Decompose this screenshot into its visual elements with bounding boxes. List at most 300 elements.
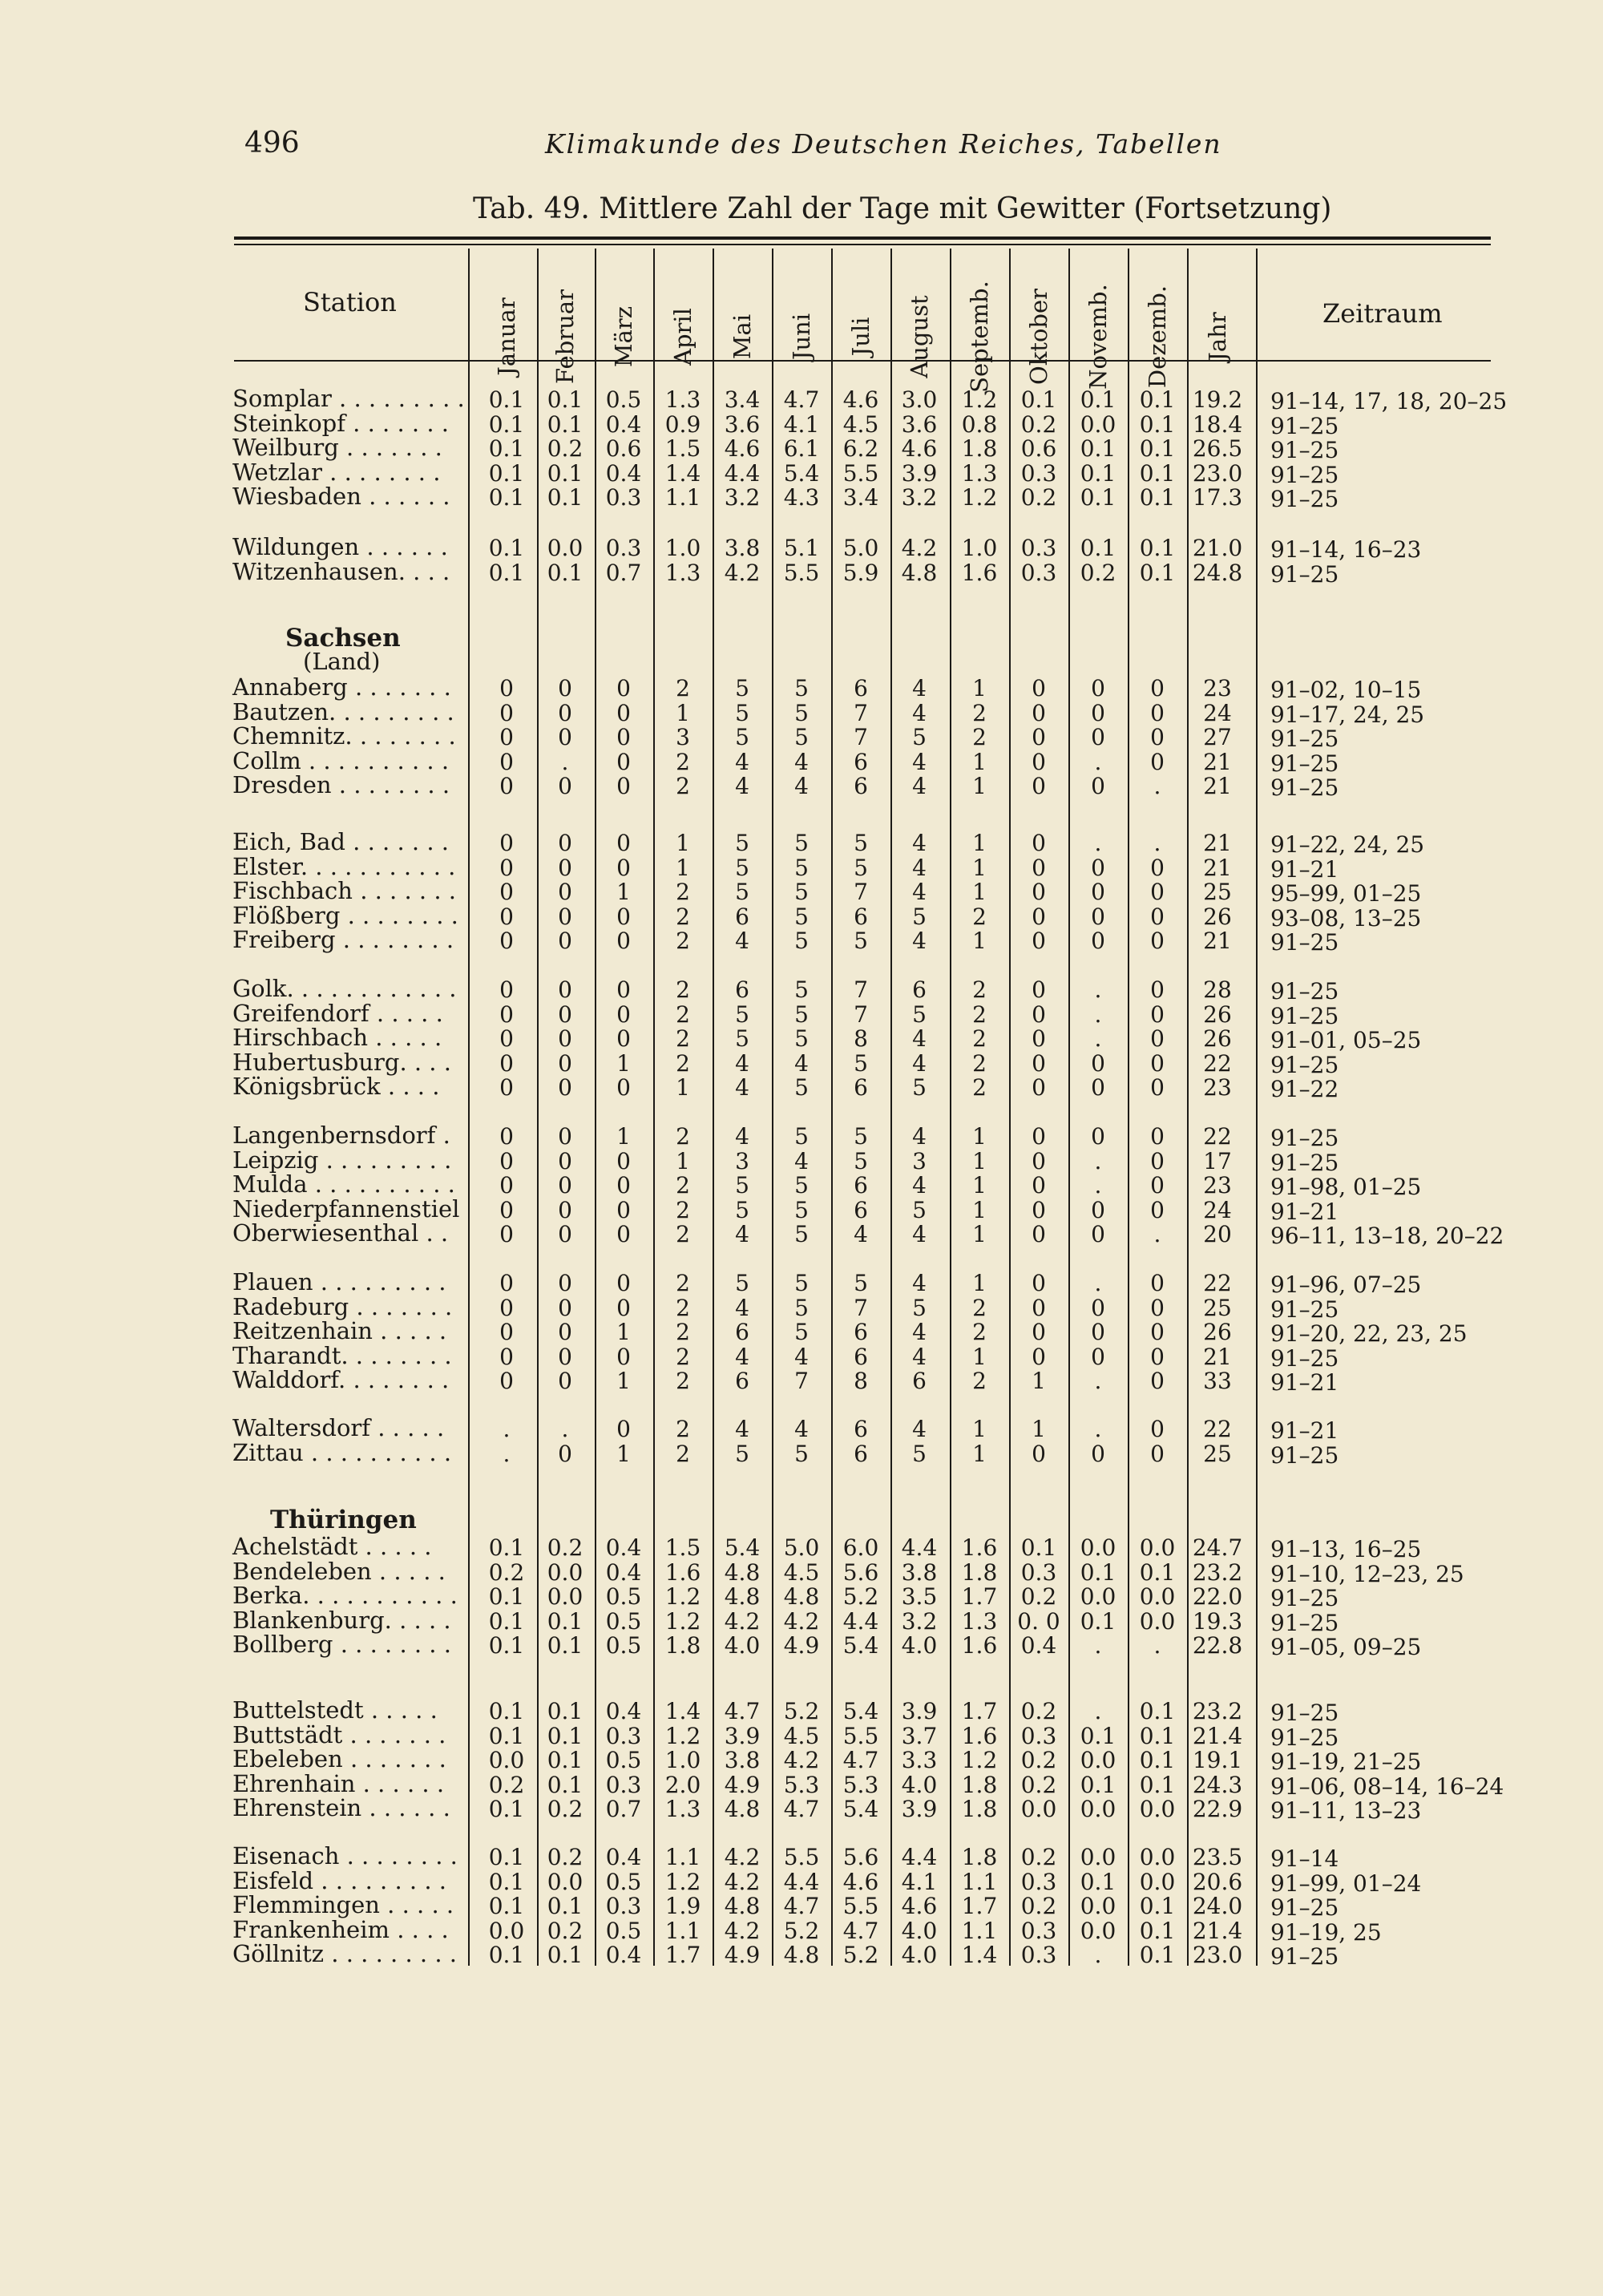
station-name: Radeburg . . . . . . .	[232, 1292, 453, 1320]
period-cell: 91–25	[1270, 1441, 1339, 1469]
month-value-cell: 3.9	[901, 459, 938, 487]
month-value-cell: 0	[616, 830, 631, 856]
month-value-cell: 0	[1150, 1270, 1165, 1296]
month-header: Septemb.	[966, 281, 993, 393]
year-total-cell: 22	[1203, 1123, 1232, 1150]
month-value-cell: 0.2	[547, 1534, 583, 1561]
month-value-cell: 5	[854, 830, 868, 856]
month-value-cell: 0	[1150, 748, 1165, 775]
period-cell: 91–22, 24, 25	[1270, 831, 1425, 858]
month-header: Januar	[493, 297, 520, 376]
month-value-cell: 6	[854, 1343, 868, 1370]
year-total-cell: 23.5	[1192, 1844, 1243, 1870]
month-value-cell: 0	[616, 1416, 631, 1442]
station-name: Achelstädt . . . . .	[232, 1533, 432, 1560]
month-value-cell: 2	[676, 1123, 690, 1150]
month-value-cell: 2	[676, 1221, 690, 1247]
year-total-cell: 23	[1203, 675, 1232, 701]
month-header: Novemb.	[1084, 284, 1112, 390]
month-value-cell: 0	[1091, 879, 1105, 905]
period-cell: 91–98, 01–25	[1270, 1174, 1422, 1200]
year-total-cell: 19.3	[1192, 1607, 1243, 1635]
station-name: Ehrenhain . . . . . .	[232, 1769, 445, 1797]
month-value-cell: 5	[912, 1074, 927, 1101]
station-name: Hubertusburg. . . .	[232, 1048, 451, 1076]
month-value-cell: 4.7	[783, 386, 820, 413]
period-cell: 91–25	[1270, 726, 1339, 752]
month-value-cell: .	[1094, 1025, 1102, 1052]
month-value-cell: 0.0	[1080, 1893, 1116, 1919]
month-value-cell: 0.1	[547, 410, 583, 438]
month-value-cell: 4.0	[901, 1771, 938, 1798]
month-value-cell: 1.0	[961, 535, 998, 561]
month-value-cell: 4	[912, 699, 927, 726]
month-value-cell: 5.6	[842, 1558, 879, 1586]
month-value-cell: 0	[1150, 1000, 1165, 1028]
month-value-cell: 4.4	[783, 1868, 820, 1895]
month-value-cell: 0	[499, 1123, 514, 1150]
month-value-cell: 0.1	[1080, 386, 1116, 413]
month-value-cell: 1.4	[961, 1942, 998, 1968]
period-cell: 91–25	[1270, 1125, 1339, 1151]
month-value-cell: 0	[499, 773, 514, 799]
month-value-cell: 0	[558, 1294, 572, 1321]
year-total-cell: 24.8	[1192, 559, 1243, 586]
month-value-cell: 0	[558, 1440, 572, 1467]
month-value-cell: 4.2	[901, 535, 938, 561]
month-value-cell: 0	[558, 773, 572, 799]
month-value-cell: 4	[854, 1221, 868, 1247]
month-value-cell: 0	[616, 1221, 631, 1247]
station-name: Wetzlar . . . . . . . .	[232, 458, 441, 486]
month-value-cell: 7	[854, 1294, 868, 1321]
year-total-cell: 21	[1203, 1343, 1232, 1370]
month-value-cell: 1.8	[961, 1558, 998, 1586]
month-value-cell: 1.6	[961, 559, 998, 586]
month-value-cell: 0	[1091, 1074, 1105, 1101]
month-value-cell: 0	[1150, 724, 1165, 750]
station-name: Wildungen . . . . . .	[232, 533, 448, 560]
month-value-cell: 1	[972, 928, 987, 954]
period-cell: 91–25	[1270, 1724, 1339, 1751]
month-value-cell: 4.9	[724, 1942, 761, 1968]
period-cell: 91–10, 12–23, 25	[1270, 1560, 1464, 1587]
month-value-cell: 5	[794, 1196, 809, 1223]
month-value-cell: 4.4	[724, 459, 761, 487]
month-value-cell: 0	[1091, 928, 1105, 954]
month-value-cell: 0.1	[1080, 1607, 1116, 1635]
station-name: Fischbach . . . . . . .	[232, 877, 457, 904]
month-value-cell: 0	[1150, 699, 1165, 726]
month-value-cell: 0.0	[547, 1868, 583, 1895]
month-value-cell: 0	[499, 699, 514, 726]
month-value-cell: 0.2	[1020, 410, 1057, 438]
month-value-cell: 0.1	[1080, 484, 1116, 511]
month-value-cell: 1.3	[961, 1607, 998, 1635]
month-value-cell: 0.2	[547, 435, 583, 462]
month-value-cell: 0.2	[547, 1844, 583, 1870]
month-value-cell: 4.3	[783, 484, 820, 511]
period-cell: 91–25	[1270, 1943, 1339, 1970]
month-value-cell: 4.5	[783, 1558, 820, 1586]
year-total-cell: 25	[1203, 1294, 1232, 1321]
month-value-cell: 0	[616, 928, 631, 954]
month-value-cell: 0.1	[488, 1942, 525, 1968]
group-heading: Sachsen	[285, 624, 401, 653]
month-value-cell: 6	[735, 903, 749, 930]
month-value-cell: 5.0	[842, 535, 879, 561]
month-value-cell: 0.3	[605, 1893, 642, 1919]
month-value-cell: 2	[676, 1270, 690, 1296]
month-value-cell: 5	[854, 1147, 868, 1174]
station-name: Freiberg . . . . . . . .	[232, 926, 454, 953]
month-value-cell: 0	[1150, 903, 1165, 930]
month-value-cell: 5.5	[842, 459, 879, 487]
month-value-cell: .	[1153, 1632, 1161, 1659]
station-name: Greifendorf . . . . .	[232, 999, 443, 1027]
month-value-cell: 0	[558, 1319, 572, 1345]
month-value-cell: 0	[1032, 1147, 1046, 1174]
period-cell: 91–25	[1270, 1609, 1339, 1636]
month-value-cell: .	[1094, 830, 1102, 856]
month-value-cell: 4.0	[901, 1942, 938, 1968]
month-value-cell: 0	[616, 976, 631, 1003]
month-value-cell: 4.2	[783, 1747, 820, 1773]
station-name: Waltersdorf . . . . .	[232, 1414, 445, 1441]
year-total-cell: 26	[1203, 1319, 1232, 1345]
month-value-cell: 0. 0	[1017, 1607, 1060, 1635]
year-total-cell: 27	[1203, 724, 1232, 750]
month-value-cell: 0	[616, 1000, 631, 1028]
month-value-cell: 0.1	[547, 386, 583, 413]
month-value-cell: 5	[735, 1025, 749, 1052]
month-value-cell: 0	[1032, 1270, 1046, 1296]
month-value-cell: 0.1	[488, 1607, 525, 1635]
month-value-cell: 4	[735, 1294, 749, 1321]
month-value-cell: 1.3	[664, 1796, 701, 1822]
month-value-cell: 0	[558, 1123, 572, 1150]
month-header: Mai	[729, 313, 756, 360]
month-value-cell: 0.1	[1139, 1893, 1176, 1919]
month-value-cell: 0.0	[1139, 1796, 1176, 1822]
month-value-cell: 1	[616, 879, 631, 905]
month-value-cell: 5	[794, 699, 809, 726]
month-header: Dezemb.	[1144, 285, 1171, 389]
month-value-cell: 5	[794, 928, 809, 954]
month-value-cell: 0.1	[1139, 1722, 1176, 1749]
month-value-cell: 0.1	[547, 1607, 583, 1635]
month-value-cell: 5.4	[783, 459, 820, 487]
month-value-cell: 4.5	[842, 410, 879, 438]
month-value-cell: 0.1	[547, 1942, 583, 1968]
month-value-cell: 3.5	[901, 1583, 938, 1610]
period-cell: 91–25	[1270, 1344, 1339, 1372]
year-total-cell: 20.6	[1192, 1868, 1243, 1895]
year-total-cell: 21.4	[1192, 1917, 1243, 1944]
year-total-cell: 22	[1203, 1049, 1232, 1077]
year-total-cell: 21	[1203, 773, 1232, 799]
month-value-cell: 0	[1091, 1196, 1105, 1223]
month-value-cell: 5.2	[783, 1917, 820, 1944]
month-value-cell: 1.0	[664, 535, 701, 561]
month-value-cell: 2	[676, 976, 690, 1003]
month-value-cell: 0.3	[1020, 1722, 1057, 1749]
month-value-cell: 5.5	[783, 1844, 820, 1870]
month-value-cell: 0.1	[488, 1698, 525, 1724]
month-value-cell: 0.1	[488, 1722, 525, 1749]
month-value-cell: 0.0	[1139, 1844, 1176, 1870]
month-value-cell: 5	[794, 1294, 809, 1321]
month-value-cell: 7	[854, 976, 868, 1003]
month-value-cell: 6	[854, 675, 868, 701]
month-value-cell: 5.6	[842, 1844, 879, 1870]
month-value-cell: 0	[499, 1343, 514, 1370]
month-value-cell: 2	[676, 1294, 690, 1321]
month-value-cell: 3.2	[724, 484, 761, 511]
station-name: Reitzenhain . . . . .	[232, 1317, 447, 1344]
month-value-cell: 0.3	[605, 1722, 642, 1749]
month-value-cell: 2	[676, 1343, 690, 1370]
month-value-cell: 0	[558, 1147, 572, 1174]
month-value-cell: 0	[1032, 1294, 1046, 1321]
month-value-cell: 3.9	[901, 1796, 938, 1822]
period-cell: 91–14	[1270, 1845, 1339, 1872]
month-value-cell: 0.1	[547, 1722, 583, 1749]
period-cell: 91–21	[1270, 1417, 1339, 1444]
month-value-cell: 1.7	[961, 1698, 998, 1724]
month-value-cell: 4	[794, 1343, 809, 1370]
month-value-cell: 4.1	[901, 1868, 938, 1895]
month-value-cell: 1.2	[961, 386, 998, 413]
month-value-cell: 4.4	[901, 1844, 938, 1870]
month-value-cell: 0.4	[1020, 1632, 1057, 1659]
month-value-cell: 5	[794, 1123, 809, 1150]
month-value-cell: 0.1	[488, 1893, 525, 1919]
month-value-cell: 0	[1032, 1440, 1046, 1467]
period-cell: 91–14, 16–23	[1270, 536, 1422, 563]
month-value-cell: 1	[676, 830, 690, 856]
period-cell: 91–25	[1270, 461, 1339, 488]
month-value-cell: 0.1	[488, 1796, 525, 1822]
month-value-cell: 4.0	[901, 1917, 938, 1944]
month-value-cell: 0	[1032, 854, 1046, 881]
month-value-cell: 2	[972, 1074, 987, 1101]
month-value-cell: 3.7	[901, 1722, 938, 1749]
month-value-cell: 2	[972, 1025, 987, 1052]
station-header: Station	[303, 287, 397, 317]
year-total-cell: 24.0	[1192, 1893, 1243, 1919]
month-value-cell: 0.2	[1020, 1747, 1057, 1773]
month-header: Oktober	[1025, 288, 1052, 386]
month-value-cell: 0.1	[547, 1893, 583, 1919]
month-value-cell: 0	[1032, 928, 1046, 954]
month-value-cell: 0.0	[488, 1747, 525, 1773]
month-value-cell: 0.2	[1020, 1844, 1057, 1870]
month-value-cell: 3.8	[724, 1747, 761, 1773]
month-value-cell: 0	[499, 1221, 514, 1247]
month-value-cell: 0	[1150, 1074, 1165, 1101]
month-value-cell: 4.5	[783, 1722, 820, 1749]
month-value-cell: 0.1	[1139, 484, 1176, 511]
month-value-cell: 1	[676, 854, 690, 881]
month-value-cell: 5	[735, 1196, 749, 1223]
station-name: Dresden . . . . . . . .	[232, 771, 450, 798]
month-value-cell: 0.7	[605, 1796, 642, 1822]
month-value-cell: 1	[972, 773, 987, 799]
month-value-cell: 0	[616, 903, 631, 930]
month-value-cell: 0.3	[1020, 1868, 1057, 1895]
month-value-cell: 4	[912, 773, 927, 799]
period-cell: 91–17, 24, 25	[1270, 701, 1425, 728]
month-value-cell: 3.0	[901, 386, 938, 413]
month-value-cell: .	[1094, 976, 1102, 1003]
month-value-cell: 4	[735, 928, 749, 954]
month-value-cell: 4.7	[842, 1917, 879, 1944]
month-value-cell: 6	[912, 976, 927, 1003]
month-value-cell: 0	[616, 1074, 631, 1101]
month-value-cell: .	[1094, 1172, 1102, 1199]
month-value-cell: 1.2	[664, 1583, 701, 1610]
month-value-cell: 6.1	[783, 435, 820, 462]
month-value-cell: .	[1153, 1221, 1161, 1247]
year-total-cell: 26.5	[1192, 435, 1243, 462]
month-value-cell: 6	[854, 1440, 868, 1467]
month-value-cell: 5	[735, 1000, 749, 1028]
month-value-cell: 5	[912, 903, 927, 930]
month-value-cell: 3.6	[724, 410, 761, 438]
month-value-cell: 1	[972, 1270, 987, 1296]
month-value-cell: 0.1	[1020, 386, 1057, 413]
month-value-cell: 0.5	[605, 1868, 642, 1895]
month-value-cell: 4	[912, 1416, 927, 1442]
month-value-cell: 4	[912, 1123, 927, 1150]
month-value-cell: 0.1	[1020, 1534, 1057, 1561]
month-value-cell: 0.0	[488, 1917, 525, 1944]
period-cell: 91–25	[1270, 1700, 1339, 1726]
month-value-cell: 0.5	[605, 1632, 642, 1659]
month-value-cell: 0	[1032, 1049, 1046, 1077]
month-value-cell: 1.6	[961, 1632, 998, 1659]
month-value-cell: 3.6	[901, 410, 938, 438]
month-value-cell: 0.1	[1080, 535, 1116, 561]
month-value-cell: 0.1	[1139, 1771, 1176, 1798]
month-value-cell: 0.1	[1139, 1558, 1176, 1586]
month-value-cell: 1.3	[664, 559, 701, 586]
month-value-cell: 0	[1032, 748, 1046, 775]
station-name: Somplar . . . . . . . . .	[232, 385, 465, 412]
month-value-cell: 0	[616, 748, 631, 775]
month-value-cell: 0.0	[1139, 1583, 1176, 1610]
station-name: Göllnitz . . . . . . . . .	[232, 1940, 457, 1967]
month-value-cell: 0.1	[488, 1844, 525, 1870]
station-name: Bollberg . . . . . . . .	[232, 1631, 451, 1658]
station-name: Eich, Bad . . . . . . .	[232, 828, 450, 855]
month-value-cell: 0	[1091, 773, 1105, 799]
station-name: Chemnitz. . . . . . . .	[232, 722, 456, 750]
month-value-cell: 0	[499, 903, 514, 930]
year-total-cell: 22	[1203, 1270, 1232, 1296]
month-value-cell: 0	[1091, 1123, 1105, 1150]
month-value-cell: 1.1	[961, 1917, 998, 1944]
month-value-cell: 5	[735, 1270, 749, 1296]
month-value-cell: 4	[794, 1049, 809, 1077]
period-cell: 91–21	[1270, 1198, 1339, 1225]
month-value-cell: 1	[972, 854, 987, 881]
month-value-cell: 4.6	[842, 1868, 879, 1895]
month-value-cell: 6	[735, 1368, 749, 1394]
month-value-cell: 5.5	[783, 559, 820, 586]
month-value-cell: 5	[794, 879, 809, 905]
month-value-cell: 1.3	[961, 459, 998, 487]
month-header: August	[906, 295, 933, 378]
month-value-cell: 0	[1150, 1440, 1165, 1467]
station-name: Langenbernsdorf .	[232, 1122, 450, 1149]
year-total-cell: 21.0	[1192, 535, 1243, 561]
month-value-cell: 0	[499, 928, 514, 954]
month-value-cell: 5	[794, 1221, 809, 1247]
period-cell: 96–11, 13–18, 20–22	[1270, 1223, 1504, 1249]
month-value-cell: .	[1094, 1698, 1102, 1724]
month-value-cell: 1.3	[664, 386, 701, 413]
month-value-cell: 6.2	[842, 435, 879, 462]
station-name: Eisfeld . . . . . . . . .	[232, 1866, 446, 1894]
month-value-cell: 0.4	[605, 1558, 642, 1586]
month-value-cell: 2	[676, 675, 690, 701]
period-cell: 91–25	[1270, 1051, 1339, 1078]
month-value-cell: 4.8	[783, 1583, 820, 1610]
month-value-cell: 5	[735, 830, 749, 856]
year-total-cell: 25	[1203, 1440, 1232, 1467]
station-name: Frankenheim . . . .	[232, 1915, 449, 1943]
month-value-cell: 0	[616, 675, 631, 701]
month-value-cell: 0	[1150, 879, 1165, 905]
month-value-cell: 5	[794, 976, 809, 1003]
month-value-cell: 2	[972, 903, 987, 930]
month-value-cell: 2	[972, 1319, 987, 1345]
month-value-cell: 1.1	[664, 1917, 701, 1944]
period-cell: 91–25	[1270, 774, 1339, 801]
month-value-cell: 2	[676, 928, 690, 954]
month-value-cell: 2	[676, 1416, 690, 1442]
period-cell: 91–25	[1270, 486, 1339, 512]
period-cell: 91–25	[1270, 750, 1339, 777]
month-value-cell: 0	[558, 854, 572, 881]
station-name: Buttelstedt . . . . .	[232, 1696, 438, 1724]
month-value-cell: 0	[616, 773, 631, 799]
month-value-cell: 0.0	[1080, 1844, 1116, 1870]
month-value-cell: 0	[1150, 1319, 1165, 1345]
month-value-cell: 1.8	[961, 1796, 998, 1822]
year-total-cell: 24.3	[1192, 1771, 1243, 1798]
month-value-cell: 4	[794, 773, 809, 799]
month-value-cell: 4.2	[783, 1607, 820, 1635]
table-caption: Tab. 49. Mittlere Zahl der Tage mit Gewitter (Fortsetzung)	[473, 192, 1332, 225]
period-cell: 91–01, 05–25	[1270, 1027, 1422, 1053]
month-value-cell: 0	[1032, 1196, 1046, 1223]
month-value-cell: 1.4	[664, 459, 701, 487]
month-value-cell: 1	[616, 1440, 631, 1467]
month-header: Juni	[788, 313, 815, 361]
month-value-cell: 0.2	[488, 1771, 525, 1798]
month-value-cell: 0	[558, 830, 572, 856]
month-value-cell: 4.1	[783, 410, 820, 438]
month-value-cell: 4	[735, 1074, 749, 1101]
month-value-cell: 0.3	[1020, 1917, 1057, 1944]
month-value-cell: 6	[854, 1074, 868, 1101]
month-value-cell: 0	[499, 675, 514, 701]
station-name: Königsbrück . . . .	[232, 1073, 440, 1100]
month-value-cell: .	[1094, 748, 1102, 775]
